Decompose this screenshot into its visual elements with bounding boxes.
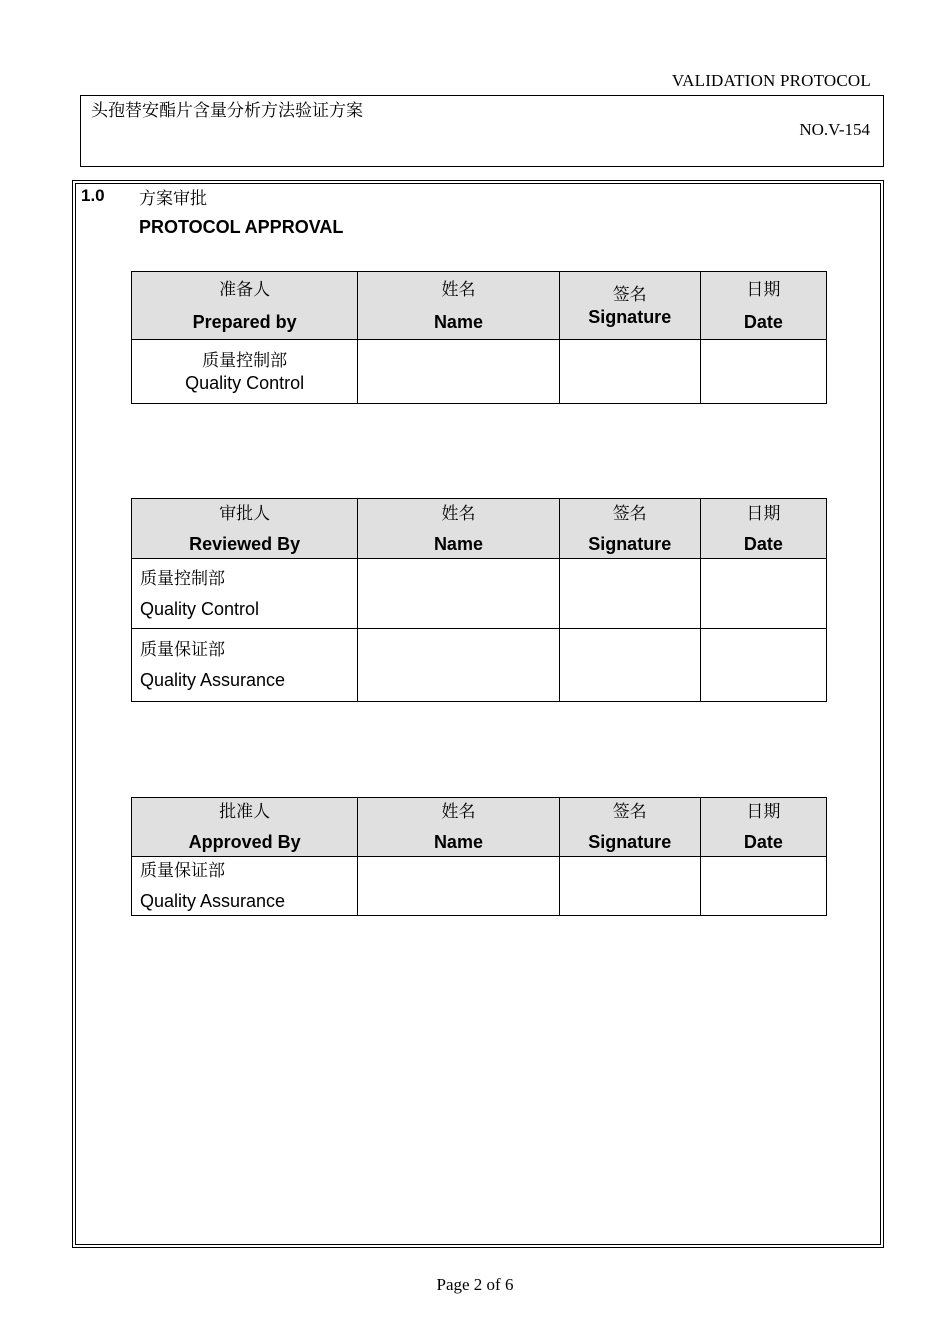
table-row xyxy=(132,629,827,702)
signature-header-cn: 签名 xyxy=(612,284,647,305)
role-en: Prepared by xyxy=(192,311,297,332)
content-frame xyxy=(72,180,884,1248)
role-cn: 审批人 xyxy=(219,503,271,524)
department-cell xyxy=(132,340,358,404)
role-en: Approved By xyxy=(188,832,301,852)
role-en: Reviewed By xyxy=(189,533,301,554)
table-row xyxy=(132,340,827,404)
reviewed-by-table xyxy=(131,498,827,702)
table-row xyxy=(132,559,827,629)
name-header-cn: 姓名 xyxy=(441,279,476,300)
date-header xyxy=(700,499,826,559)
signature-header-en: Signature xyxy=(588,533,672,554)
name-cell[interactable] xyxy=(358,340,559,404)
name-header-cn: 姓名 xyxy=(441,503,476,524)
department-en: Quality Control xyxy=(140,598,260,619)
name-header-en: Name xyxy=(433,533,483,554)
signature-cell[interactable] xyxy=(559,629,700,702)
name-cell[interactable] xyxy=(358,559,559,629)
name-header-cn: 姓名 xyxy=(441,802,476,822)
signature-cell[interactable] xyxy=(559,559,700,629)
date-cell[interactable] xyxy=(700,340,826,404)
department-cn: 质量控制部 xyxy=(140,568,225,589)
role-header xyxy=(132,272,358,340)
name-cell[interactable] xyxy=(358,857,559,916)
table-header-row xyxy=(132,798,827,857)
department-cn: 质量控制部 xyxy=(202,350,288,371)
section-number: 1.0 xyxy=(81,186,105,205)
name-cell[interactable] xyxy=(358,629,559,702)
document-title: 头孢替安酯片含量分析方法验证方案 xyxy=(91,101,363,121)
department-en: Quality Assurance xyxy=(140,670,286,690)
name-header-en: Name xyxy=(433,311,483,332)
document-number: NO.V-154 xyxy=(799,120,870,139)
role-header xyxy=(132,499,358,559)
table-header-row xyxy=(132,499,827,559)
table-header-row xyxy=(132,272,827,340)
doc-type-label: VALIDATION PROTOCOL xyxy=(671,71,871,90)
date-cell[interactable] xyxy=(700,559,826,629)
section-title-cn: 方案审批 xyxy=(139,189,207,209)
signature-cell[interactable] xyxy=(559,857,700,916)
signature-header-en: Signature xyxy=(588,832,672,852)
name-header xyxy=(358,798,559,857)
approved-by-table xyxy=(131,797,827,916)
date-header-en: Date xyxy=(743,832,783,852)
name-header-en: Name xyxy=(433,832,483,852)
section-title-en: PROTOCOL APPROVAL xyxy=(139,217,344,237)
date-header-cn: 日期 xyxy=(746,279,781,300)
name-header xyxy=(358,272,559,340)
date-header-en: Date xyxy=(743,533,783,554)
role-cn: 批准人 xyxy=(219,802,271,822)
department-cell xyxy=(132,857,358,916)
prepared-by-table xyxy=(131,271,827,404)
signature-header-cn: 签名 xyxy=(612,503,647,524)
date-header xyxy=(700,798,826,857)
date-cell[interactable] xyxy=(700,629,826,702)
signature-cell[interactable] xyxy=(559,340,700,404)
department-en: Quality Control xyxy=(185,372,305,393)
table-row xyxy=(132,857,827,916)
signature-header xyxy=(559,499,700,559)
role-header xyxy=(132,798,358,857)
department-cell xyxy=(132,629,358,702)
signature-header xyxy=(559,272,700,340)
signature-header xyxy=(559,798,700,857)
date-cell[interactable] xyxy=(700,857,826,916)
date-header-cn: 日期 xyxy=(746,503,781,524)
department-cn: 质量保证部 xyxy=(140,861,225,881)
role-cn: 准备人 xyxy=(219,279,271,300)
signature-header-cn: 签名 xyxy=(612,802,647,822)
document-header xyxy=(80,95,884,167)
department-cell xyxy=(132,559,358,629)
date-header-cn: 日期 xyxy=(746,802,781,822)
department-cn: 质量保证部 xyxy=(140,640,225,660)
department-en: Quality Assurance xyxy=(140,891,286,911)
date-header-en: Date xyxy=(743,311,783,332)
date-header xyxy=(700,272,826,340)
signature-header-en: Signature xyxy=(588,306,672,327)
page-number: Page 2 of 6 xyxy=(436,1275,514,1294)
name-header xyxy=(358,499,559,559)
